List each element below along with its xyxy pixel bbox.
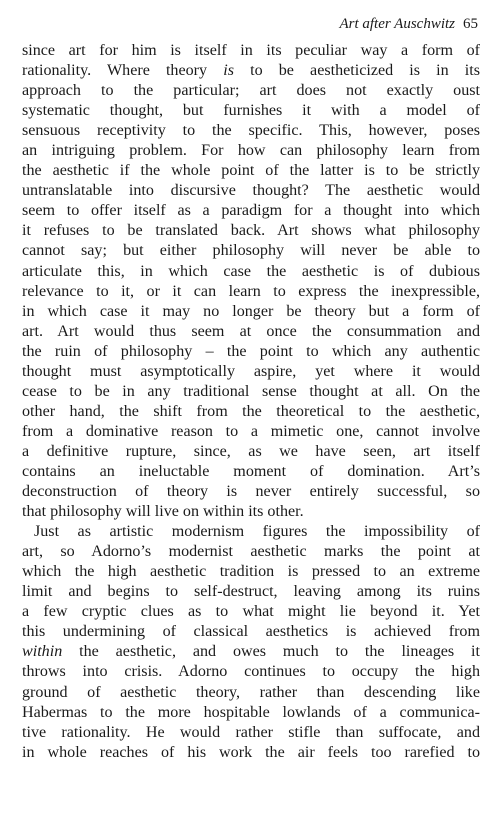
italic-text: is	[223, 62, 234, 80]
text-line	[22, 502, 480, 522]
text-line	[22, 121, 480, 141]
text-segment: which the high aesthetic tradition is pressed to an extreme	[22, 563, 480, 581]
text-segment: throws into crisis. Adorno continues to occupy the high	[22, 663, 480, 681]
text-line	[22, 642, 480, 662]
running-head	[22, 14, 480, 36]
text-line	[22, 743, 480, 763]
page-number: 65	[463, 16, 478, 32]
text-line	[22, 602, 480, 622]
text-line	[22, 542, 480, 562]
text-line	[22, 302, 480, 322]
text-line	[22, 201, 480, 221]
text-line	[22, 402, 480, 422]
text-line	[22, 562, 480, 582]
text-segment: cease to be in any traditional sense thought at all. On the	[22, 382, 480, 400]
text-line	[22, 422, 480, 442]
text-line	[22, 723, 480, 743]
text-line	[22, 342, 480, 362]
text-line	[22, 582, 480, 602]
text-segment: in whole reaches of his work the air feels too rarefied to	[22, 743, 480, 761]
text-segment: systematic thought, but furnishes it with a model of	[22, 102, 480, 120]
text-line	[22, 141, 480, 161]
text-segment: contains an ineluctable moment of domination. Art’s	[22, 462, 480, 480]
text-segment: thought must asymptotically aspire, yet where it would	[22, 362, 480, 380]
text-segment: tive rationality. He would rather stifle than suffocate, and	[22, 723, 480, 741]
text-segment: it refuses to be translated back. Art shows what philosophy	[22, 222, 480, 240]
text-segment: ground of aesthetic theory, rather than descending like	[22, 683, 480, 701]
text-line	[22, 221, 480, 241]
body-text	[22, 41, 480, 763]
text-segment: a few cryptic clues as to what might lie beyond it. Yet	[22, 603, 480, 621]
text-line	[22, 41, 480, 61]
text-segment: since art for him is itself in its peculiar way a form of	[22, 42, 480, 59]
text-segment: articulate this, in which case the aesthetic is of dubious	[22, 262, 480, 280]
italic-text: within	[22, 643, 63, 661]
text-segment: approach to the particular; art does not exactly oust	[22, 82, 480, 100]
text-line	[22, 703, 480, 723]
text-segment: Just as artistic modernism figures the impossibility of	[34, 523, 480, 541]
text-line	[22, 622, 480, 642]
text-line	[22, 81, 480, 101]
text-line	[22, 61, 480, 81]
text-line	[22, 262, 480, 282]
text-segment: cannot say; but either philosophy will never be able to	[22, 242, 480, 260]
text-line	[22, 482, 480, 502]
text-segment: from a dominative reason to a mimetic one, cannot involve	[22, 422, 480, 440]
text-line	[22, 322, 480, 342]
text-segment: the aesthetic, and owes much to the lineages it	[62, 643, 480, 661]
text-segment: rationality. Where theory	[22, 62, 224, 80]
text-segment: sensuous receptivity to the specific. This, however, poses	[22, 122, 480, 140]
text-segment: other hand, the shift from the theoretical to the aesthetic,	[22, 402, 480, 420]
text-line	[22, 683, 480, 703]
text-line	[22, 241, 480, 261]
text-line	[22, 161, 480, 181]
text-line	[22, 462, 480, 482]
text-line	[22, 662, 480, 682]
text-segment: to be aestheticized is in its	[233, 62, 480, 80]
text-line	[22, 282, 480, 302]
text-segment: this undermining of classical aesthetics is achieved from	[22, 623, 480, 641]
text-segment: the aesthetic if the whole point of the latter is to be strictly	[22, 162, 480, 180]
text-segment: an intriguing problem. For how can philosophy learn from	[22, 142, 480, 160]
running-head-title: Art after Auschwitz	[339, 16, 455, 32]
text-line	[22, 522, 480, 542]
text-segment: limit and begins to self-destruct, leaving among its ruins	[22, 583, 480, 601]
text-segment: art, so Adorno’s modernist aesthetic marks the point at	[22, 543, 480, 561]
text-segment: that philosophy will live on within its other.	[22, 503, 304, 521]
text-segment: the ruin of philosophy – the point to which any authentic	[22, 342, 480, 360]
text-segment: untranslatable into discursive thought? The aesthetic would	[22, 182, 480, 200]
text-segment: seem to offer itself as a paradigm for a thought into which	[22, 202, 480, 220]
text-segment: a definitive rupture, since, as we have seen, art itself	[22, 442, 480, 460]
text-line	[22, 442, 480, 462]
text-segment: in which case it may no longer be theory but a form of	[22, 302, 480, 320]
text-line	[22, 382, 480, 402]
text-segment: relevance to it, or it can learn to express the inexpressible,	[22, 282, 480, 300]
text-segment: art. Art would thus seem at once the consummation and	[22, 322, 480, 340]
text-line	[22, 362, 480, 382]
text-line	[22, 101, 480, 121]
text-segment: deconstruction of theory is never entirely successful, so	[22, 483, 480, 501]
text-line	[22, 181, 480, 201]
text-segment: Habermas to the more hospitable lowlands of a communica-	[22, 703, 480, 721]
